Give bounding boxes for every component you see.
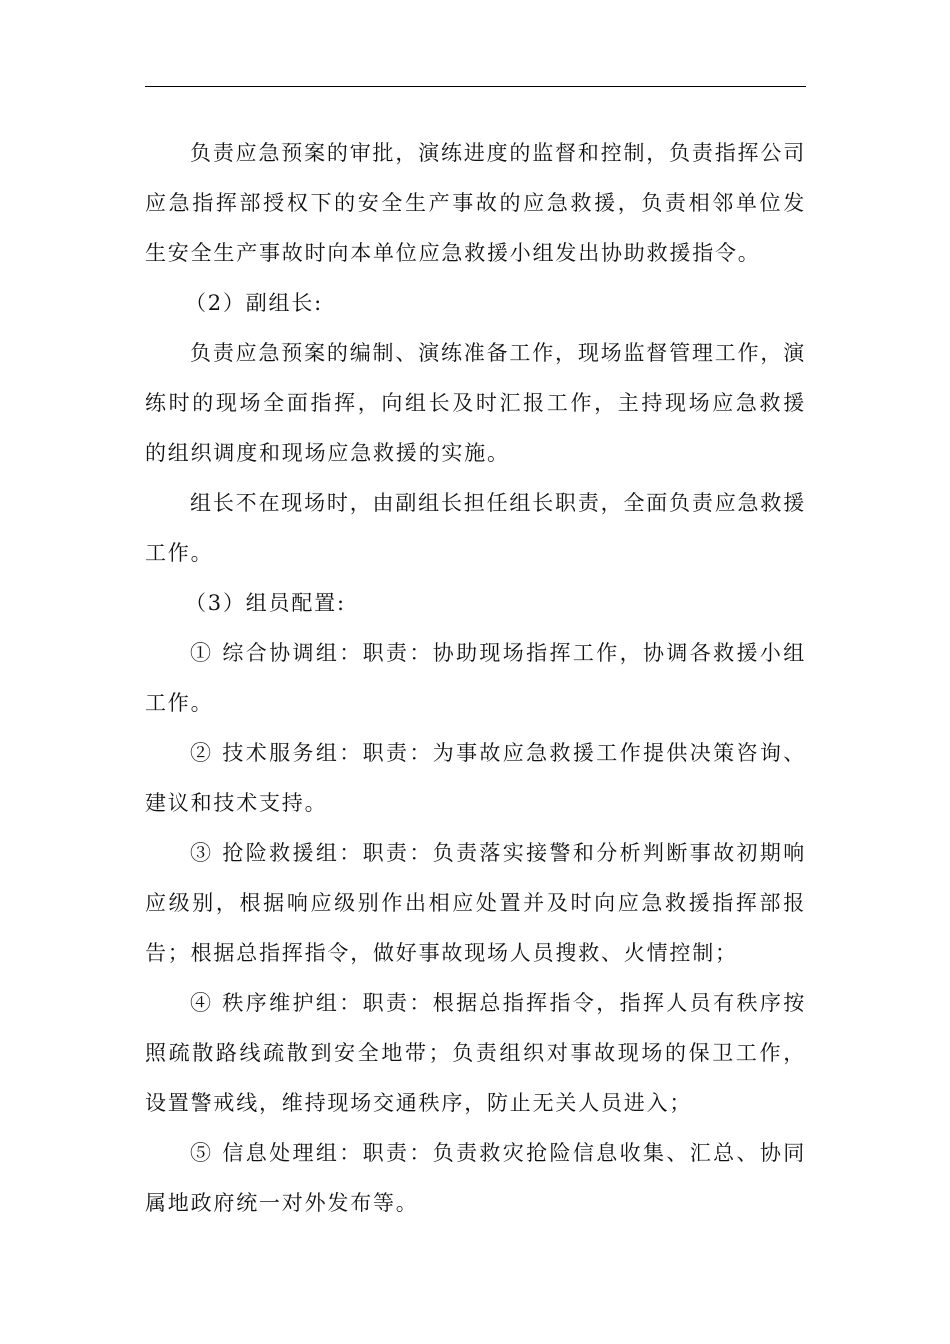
list-item-order-group: ④ 秩序维护组：职责：根据总指挥指令，指挥人员有秩序按照疏散路线疏散到安全地带；负责组织对事故现场的保卫工作，设置警戒线，维持现场交通秩序，防止无关人员进入； [145, 991, 806, 1115]
heading-member-config: （3）组员配置: [185, 591, 346, 615]
list-item-information-group: ⑤ 信息处理组：职责：负责救灾抢险信息收集、汇总、协同属地政府统一对外发布等。 [145, 1141, 806, 1215]
list-item-technical-group: ② 技术服务组：职责：为事故应急救援工作提供决策咨询、建议和技术支持。 [145, 741, 806, 815]
paragraph-leader-duties: 负责应急预案的审批，演练进度的监督和控制，负责指挥公司应急指挥部授权下的安全生产事故的应急救援，负责相邻单位发生安全生产事故时向本单位应急救援小组发出协助救援指令。 [145, 141, 806, 265]
header-rule [145, 86, 806, 87]
heading-deputy-leader: （2）副组长: [185, 291, 324, 315]
paragraph-deputy-duties: 负责应急预案的编制、演练准备工作，现场监督管理工作，演练时的现场全面指挥，向组长及时汇报工作，主持现场应急救援的组织调度和现场应急救援的实施。 [145, 341, 806, 465]
paragraph-leader-absent: 组长不在现场时，由副组长担任组长职责，全面负责应急救援工作。 [145, 491, 806, 565]
document-body [145, 128, 806, 1228]
list-item-coordination-group: ① 综合协调组：职责：协助现场指挥工作，协调各救援小组工作。 [145, 641, 806, 715]
list-item-rescue-group: ③ 抢险救援组：职责：负责落实接警和分析判断事故初期响应级别，根据响应级别作出相应处置并及时向应急救援指挥部报告；根据总指挥指令，做好事故现场人员搜救、火情控制； [145, 841, 806, 965]
